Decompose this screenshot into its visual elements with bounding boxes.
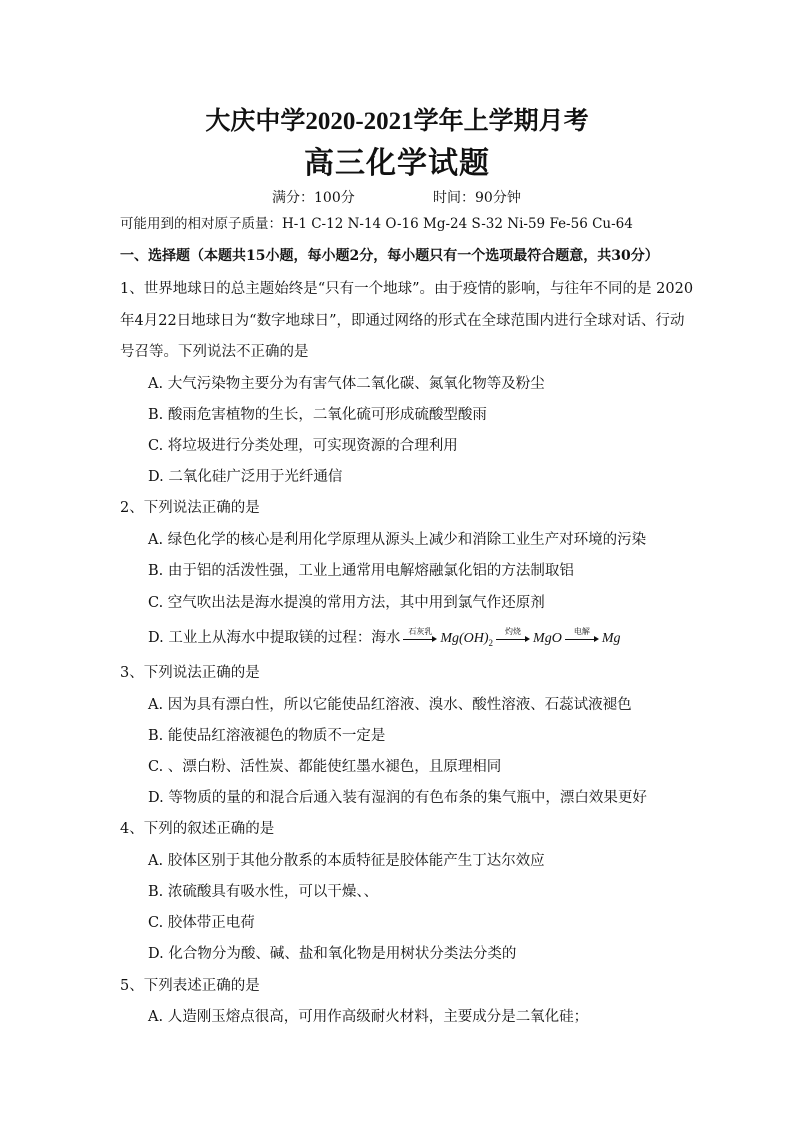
option-d — [148, 628, 621, 653]
option-b: B. 能使品红溶液褪色的物质不一定是 — [148, 728, 386, 744]
question-stem-line: 4、下列的叙述正确的是 — [120, 821, 275, 837]
option-a: A. 大气污染物主要分为有害气体二氧化碳、氮氧化物等及粉尘 — [148, 376, 545, 392]
option-a: A. 绿色化学的核心是利用化学原理从源头上减少和消除工业生产对环境的污染 — [148, 532, 647, 548]
option-d-text: D. 工业上从海水中提取镁的过程：海水 — [148, 630, 401, 646]
atomic-masses: 可能用到的相对原子质量：H-1 C-12 N-14 O-16 Mg-24 S-32 Ni-59 Fe-56 Cu-64 — [120, 216, 633, 232]
exam-time: 时间：90分钟 — [433, 190, 521, 206]
option-d: D. 二氧化硅广泛用于光纤通信 — [148, 469, 343, 485]
formula-mg-oh-2: $Mg(OH)_2$ — [440, 631, 494, 648]
exam-title-school: 大庆中学2020-2021学年上学期月考 — [205, 108, 589, 135]
reaction-condition: 石灰乳 — [408, 627, 433, 636]
question-stem-line: 5、下列表述正确的是 — [120, 978, 260, 994]
full-score: 满分：100分 — [272, 190, 355, 206]
section-heading: 一、选择题（本题共15小题，每小题2分，每小题只有一个选项最符合题意，共30分） — [120, 248, 659, 264]
reaction-arrow — [496, 627, 530, 645]
exam-title-subject: 高三化学试题 — [304, 146, 490, 181]
reaction-condition: 灼烧 — [505, 627, 522, 636]
option-a: A. 因为具有漂白性，所以它能使品红溶液、溴水、酸性溶液、石蕊试液褪色 — [148, 697, 632, 713]
question-stem-line: 1、世界地球日的总主题始终是“只有一个地球”。由于疫情的影响，与往年不同的是 2020 — [120, 281, 694, 297]
formula-mgo: MgO — [533, 631, 562, 646]
reaction-arrow — [565, 627, 599, 645]
formula-mg: Mg — [601, 631, 621, 646]
option-c: C. 空气吹出法是海水提溴的常用方法，其中用到氯气作还原剂 — [148, 595, 545, 611]
option-d: D. 化合物分为酸、碱、盐和氧化物是用树状分类法分类的 — [148, 946, 517, 962]
question-stem-line: 年4月22日地球日为“数字地球日”，即通过网络的形式在全球范围内进行全球对话、行动 — [120, 313, 685, 329]
option-d: D. 等物质的量的和混合后通入装有湿润的有色布条的集气瓶中，漂白效果更好 — [148, 790, 647, 806]
option-c: C. 、漂白粉、活性炭、都能使红墨水褪色，且原理相同 — [148, 759, 502, 775]
option-b: B. 由于铝的活泼性强，工业上通常用电解熔融氯化铝的方法制取铝 — [148, 563, 574, 579]
option-b: B. 浓硫酸具有吸水性，可以干燥、、 — [148, 884, 379, 900]
question-stem-line: 3、下列说法正确的是 — [120, 665, 260, 681]
option-b: B. 酸雨危害植物的生长，二氧化硫可形成硫酸型酸雨 — [148, 407, 487, 423]
question-stem-line: 2、下列说法正确的是 — [120, 500, 260, 516]
option-a: A. 人造刚玉熔点很高，可用作高级耐火材料，主要成分是二氧化硅； — [148, 1009, 589, 1025]
reaction-condition: 电解 — [573, 627, 590, 636]
option-c: C. 将垃圾进行分类处理，可实现资源的合理利用 — [148, 438, 458, 454]
option-a: A. 胶体区别于其他分散系的本质特征是胶体能产生丁达尔效应 — [148, 853, 545, 869]
reaction-arrow — [403, 627, 437, 645]
question-stem-line: 号召等。下列说法不正确的是 — [120, 344, 309, 360]
option-c: C. 胶体带正电荷 — [148, 915, 255, 931]
